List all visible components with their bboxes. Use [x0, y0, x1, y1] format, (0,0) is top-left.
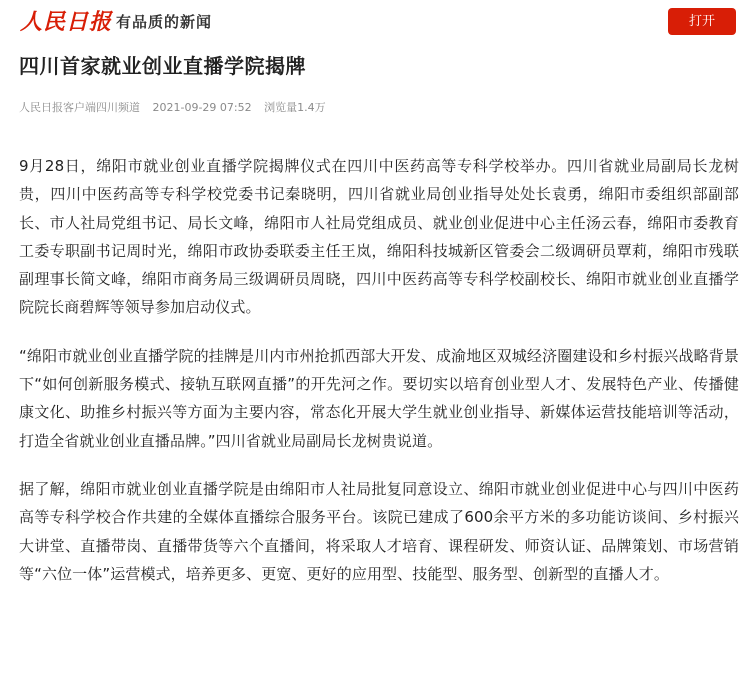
article-meta — [19, 99, 335, 117]
open-app-button[interactable]: 打开 — [668, 8, 736, 35]
article-body — [19, 152, 739, 608]
article-view-count: 浏览量1.4万 — [264, 101, 326, 114]
brand-logo[interactable]: 人民日报 — [20, 9, 113, 35]
article-timestamp: 2021-09-29 07:52 — [152, 101, 252, 114]
brand-slogan: 有品质的新闻 — [116, 13, 213, 31]
article-paragraph: 9月28日，绵阳市就业创业直播学院揭牌仪式在四川中医药高等专科学校举办。四川省就业局副局长龙树贵，四川中医药高等专科学校党委书记秦晓明，四川省就业局创业指导处处长袁勇，绵阳市委组织部副部长、市人社局党组书记、局长文峰，绵阳市人社局党组成员、就业创业促进中心主任汤云春，绵阳市委教育工委专职副书记周时光，绵阳市政协委联委主任王岚，绵阳科技城新区管委会二级调研员覃莉，绵阳市残联副理事长简文峰，绵阳市商务局三级调研员周晓，四川中医药高等专科学校副校长、绵阳市就业创业直播学院院长商碧辉等领导参加启动仪式。 — [19, 157, 739, 317]
article-title: 四川首家就业创业直播学院揭牌 — [19, 54, 306, 78]
article-source[interactable]: 人民日报客户端四川频道 — [19, 101, 140, 114]
top-bar — [0, 0, 755, 44]
article-paragraph: 据了解，绵阳市就业创业直播学院是由绵阳市人社局批复同意设立、绵阳市就业创业促进中心与四川中医药高等专科学校合作共建的全媒体直播综合服务平台。该院已建成了600余平方米的多功能访谈间、乡村振兴大讲堂、直播带岗、直播带货等六个直播间，将采取人才培育、课程研发、师资认证、品牌策划、市场营销等“六位一体”运营模式，培养更多、更宽、更好的应用型、技能型、服务型、创新型的直播人才。 — [19, 479, 739, 583]
article-paragraph: “绵阳市就业创业直播学院的挂牌是川内市州抢抓西部大开发、成渝地区双城经济圈建设和乡村振兴战略背景下“如何创新服务模式、接轨互联网直播”的开先河之作。要切实以培育创业型人才、发展特色产业、传播健康文化、助推乡村振兴等方面为主要内容，常态化开展大学生就业创业指导、新媒体运营技能培训等活动，打造全省就业创业直播品牌。”四川省就业局副局长龙树贵说道。 — [19, 346, 739, 450]
